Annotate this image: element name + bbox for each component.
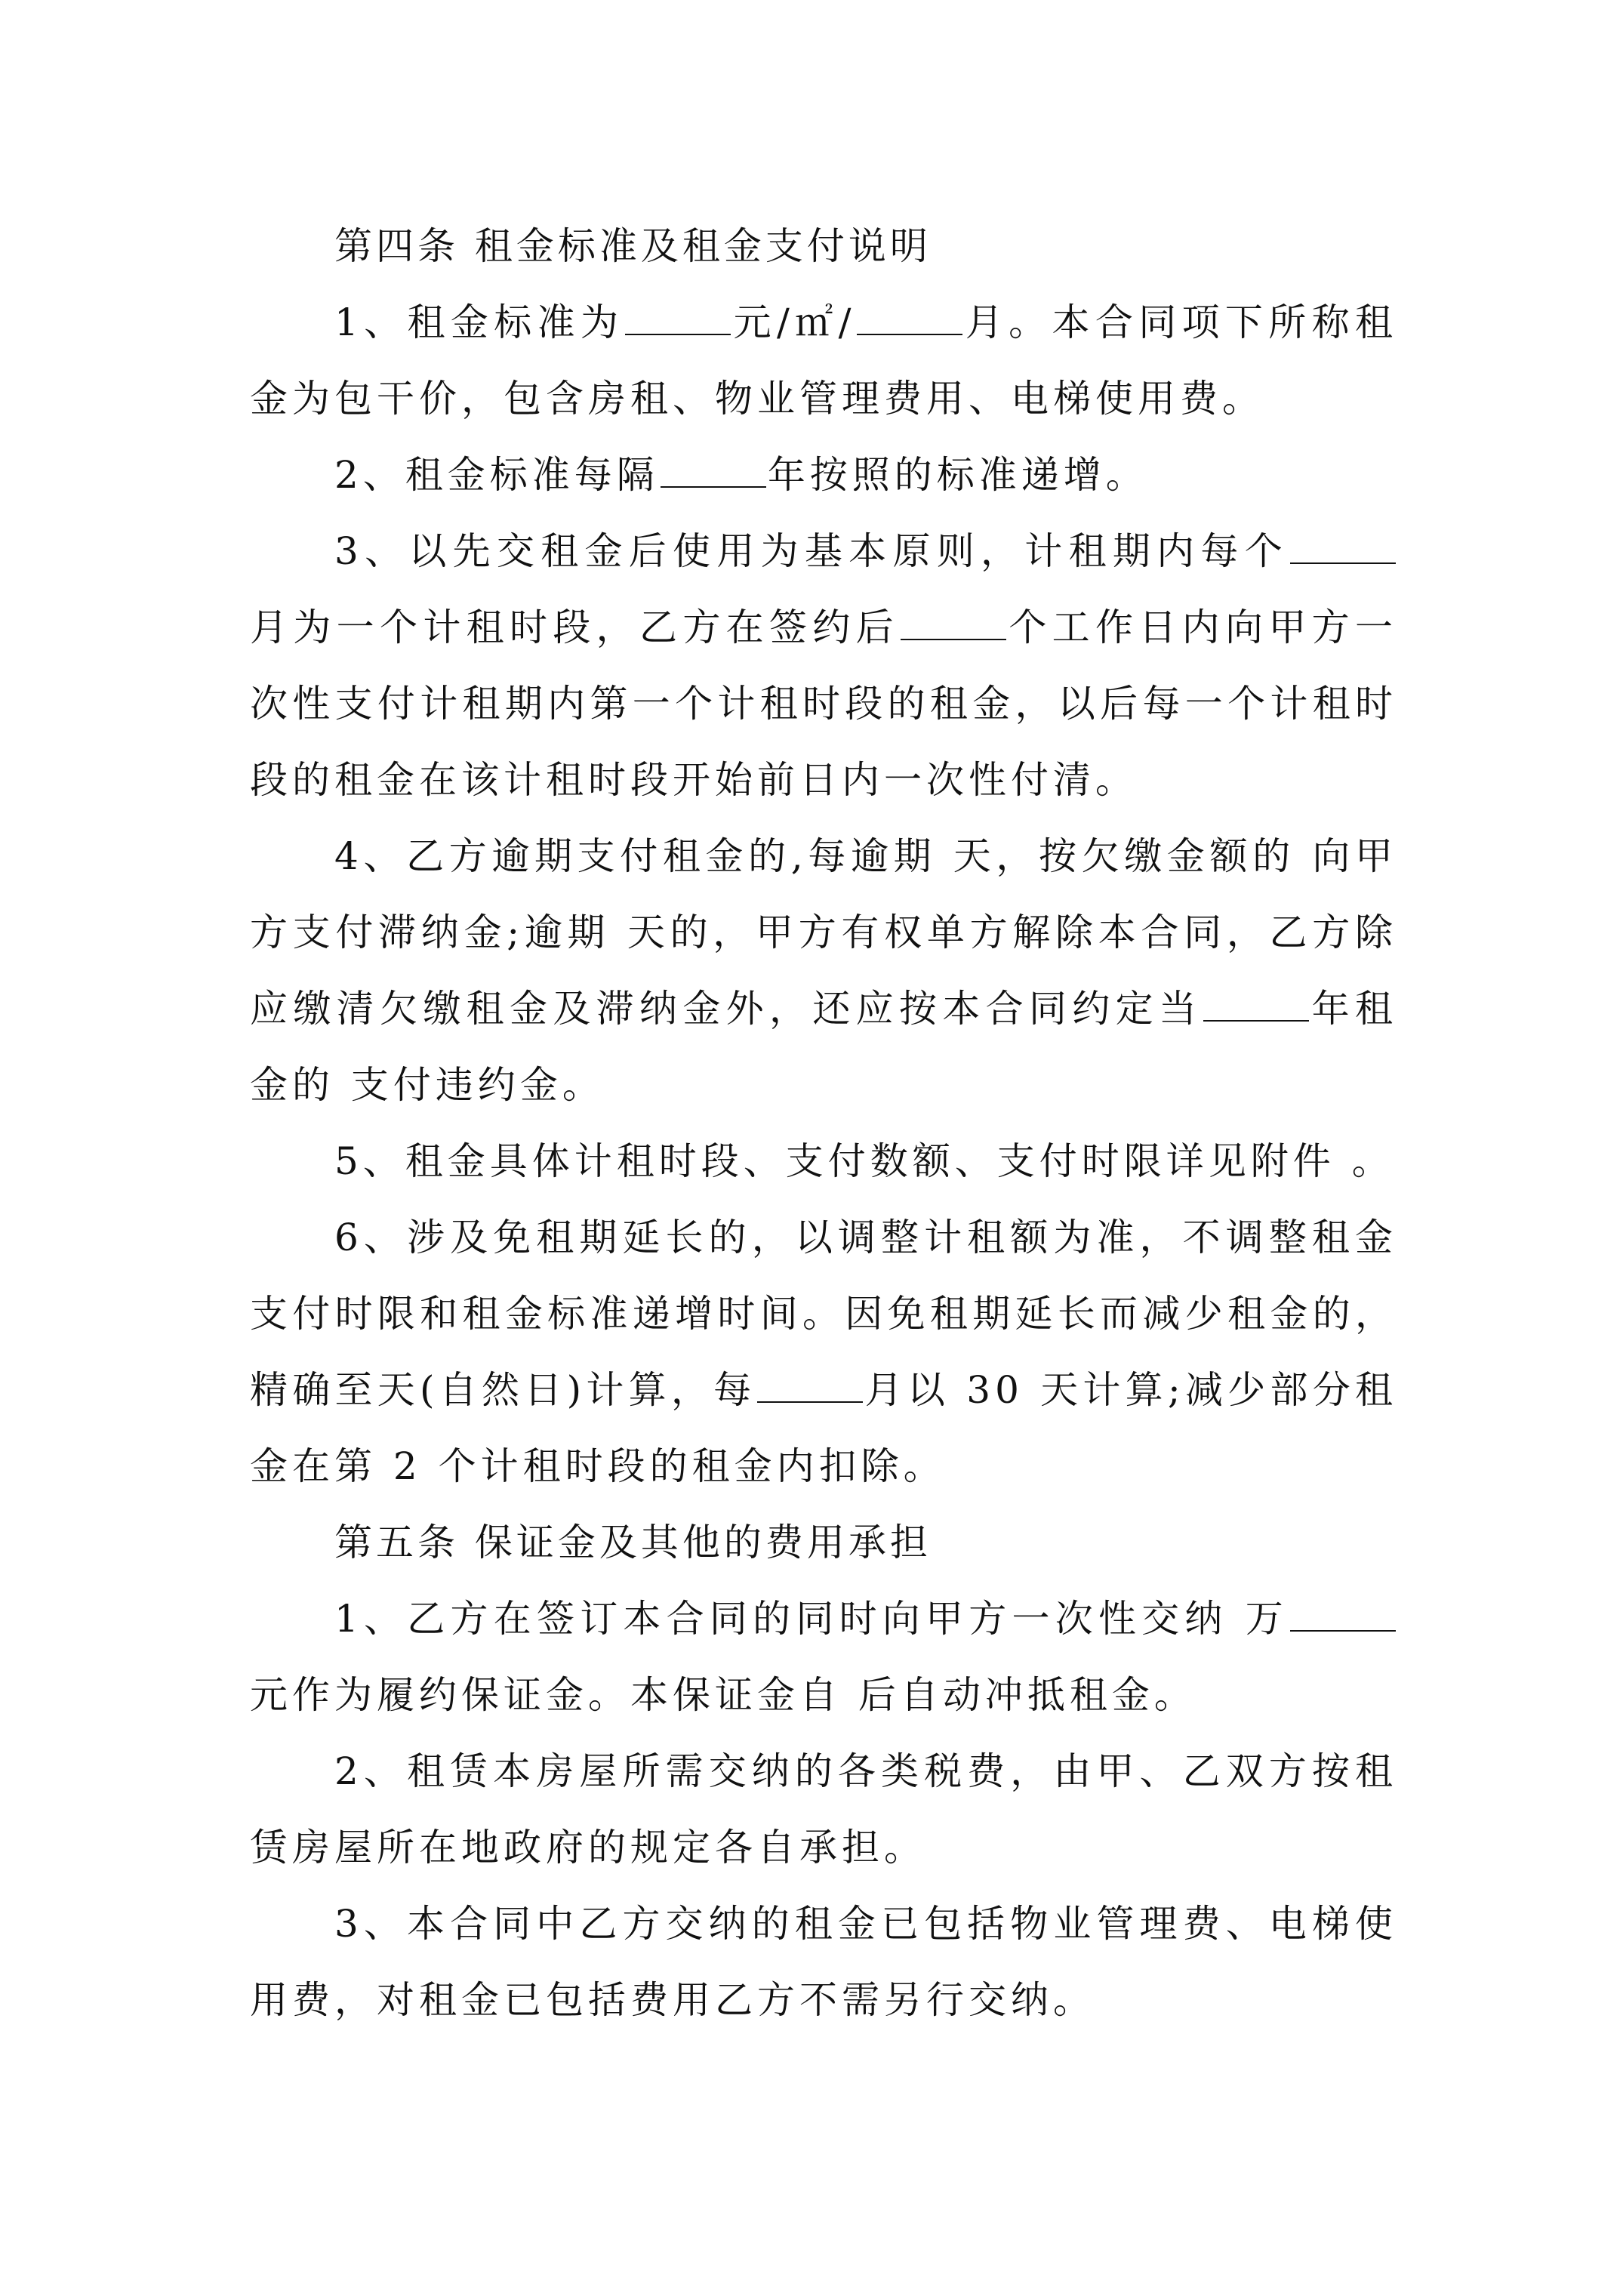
clause-text: 2、租赁本房屋所需交纳的各类税费，由甲、乙双方按租赁房屋所在地政府的规定各自承担。 — [250, 1749, 1397, 1869]
article-5-clause-3 — [250, 1886, 1397, 2039]
clause-text: 6、涉及免租期延长的，以调整计租额为准，不调整租金支付时限和租金标准递增时间。因免租期延长而减少租金的，精确至天(自然日)计算，每 — [250, 1216, 1397, 1412]
article-4-heading: 第四条 租金标准及租金支付说明 — [334, 224, 932, 268]
article-4-clause-6 — [250, 1200, 1397, 1505]
clause-text: 年租金的 支付违约金。 — [250, 987, 1398, 1107]
fill-blank[interactable] — [1290, 531, 1396, 564]
article-4-clause-2 — [250, 437, 1397, 513]
clause-text: 月以 30 天计算;减少部分租金在第 2 个计租时段的租金内扣除。 — [250, 1368, 1397, 1488]
clause-text: 1、租金标准为 — [334, 300, 624, 344]
clause-text: 个工作日内向甲方一次性支付计租期内第一个计租时段的租金，以后每一个计租时段的租金在该计租时段开始前日内一次性付清。 — [250, 606, 1397, 802]
clause-text: 元作为履约保证金。本保证金自 后自动冲抵租金。 — [250, 1673, 1196, 1717]
fill-blank[interactable] — [1290, 1598, 1396, 1632]
fill-blank[interactable] — [625, 302, 731, 335]
fill-blank[interactable] — [901, 607, 1006, 640]
article-5-clause-1 — [250, 1581, 1397, 1734]
clause-text: 5、租金具体计租时段、支付数额、支付时限详见附件 。 — [334, 1139, 1394, 1183]
clause-text: 4、乙方逾期支付租金的,每逾期 天，按欠缴金额的 向甲方支付滞纳金;逾期 天的，甲方有权单方解除本合同，乙方除应缴清欠缴租金及滞纳金外，还应按本合同约定当 — [250, 834, 1397, 1031]
clause-text: 年按照的标准递增。 — [767, 453, 1148, 497]
document-body — [250, 208, 1397, 2039]
article-4-clause-3 — [250, 513, 1397, 818]
clause-text: 2、租金标准每隔 — [334, 453, 659, 497]
clause-text: 3、以先交租金后使用为基本原则，计租期内每个 — [334, 529, 1289, 573]
article-4-clause-4 — [250, 818, 1397, 1123]
clause-text: 3、本合同中乙方交纳的租金已包括物业管理费、电梯使用费，对租金已包括费用乙方不需另行交纳。 — [250, 1902, 1397, 2022]
clause-text: 月。本合同项下所称租金为包干价，包含房租、物业管理费用、电梯使用费。 — [250, 300, 1398, 421]
fill-blank[interactable] — [757, 1370, 863, 1403]
article-4-clause-5 — [250, 1123, 1397, 1200]
clause-text: 1、乙方在签订本合同的同时向甲方一次性交纳 万 — [334, 1597, 1289, 1641]
clause-text: 元/㎡/ — [732, 300, 856, 344]
article-4-clause-1 — [250, 285, 1397, 437]
article-5-clause-2 — [250, 1734, 1397, 1886]
fill-blank[interactable] — [661, 455, 766, 488]
article-5-heading: 第五条 保证金及其他的费用承担 — [334, 1521, 932, 1564]
fill-blank[interactable] — [1203, 988, 1309, 1022]
clause-text: 月为一个计租时段，乙方在签约后 — [250, 606, 899, 649]
fill-blank[interactable] — [857, 302, 962, 335]
